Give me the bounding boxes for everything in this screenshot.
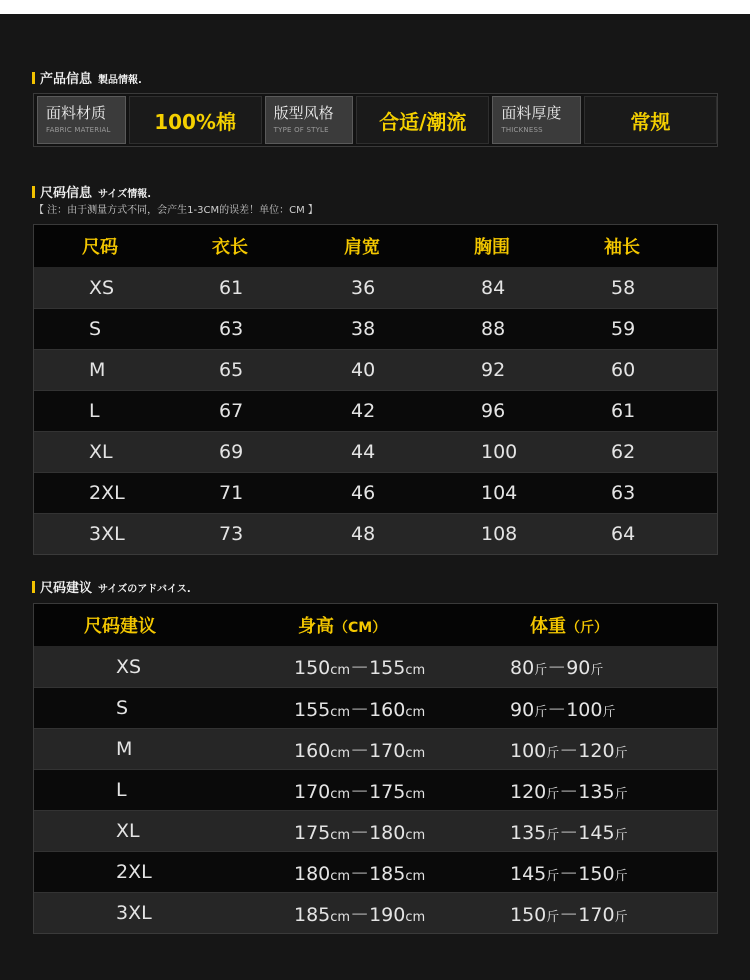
product-info-title: 产品信息 (40, 72, 93, 87)
table-row (34, 390, 717, 431)
table-cell: 46 (351, 482, 376, 504)
advice-size: XL (116, 820, 140, 842)
table-row (34, 513, 717, 554)
table-cell: 62 (611, 441, 636, 463)
table-cell: 104 (481, 482, 518, 504)
table-cell: 92 (481, 359, 506, 381)
measurement-note: 【 注：由于测量方式不同，会产生1-3CM的误差！单位：CM 】 (34, 205, 318, 216)
table-cell: 61 (219, 276, 244, 299)
advice-height-range: 185cm－190cm (294, 903, 426, 926)
table-cell: 63 (219, 318, 244, 340)
header-height: 身高（CM） (298, 616, 387, 637)
advice-height-range: 180cm－185cm (294, 862, 426, 885)
advice-weight-range: 80斤－90斤 (510, 657, 604, 679)
header-advice-size: 尺码建议 (84, 616, 156, 637)
table-cell: 60 (611, 359, 636, 381)
table-cell: 69 (219, 441, 244, 463)
size-advice-title: 尺码建议 (40, 581, 93, 596)
size-advice-body (34, 646, 717, 933)
size-info-heading (32, 182, 151, 201)
heading-bar (32, 581, 35, 593)
table-cell: M (89, 359, 106, 381)
advice-weight-range: 90斤－100斤 (510, 698, 616, 721)
thickness-label (492, 96, 581, 144)
table-cell: 48 (351, 523, 376, 545)
table-cell: 73 (219, 523, 244, 545)
table-row (34, 349, 717, 390)
thickness-value: 常规 (584, 96, 717, 144)
size-advice-heading (32, 577, 191, 596)
size-table-header (34, 225, 717, 267)
advice-size: 3XL (116, 902, 152, 924)
size-advice-table (33, 603, 718, 934)
table-row (34, 308, 717, 349)
table-cell: 44 (351, 441, 376, 463)
table-cell: 100 (481, 441, 518, 463)
size-info-title: 尺码信息 (40, 186, 93, 201)
advice-height-range: 150cm－155cm (294, 657, 426, 679)
table-row (34, 892, 717, 933)
style-type-label-sub: TYPE OF STYLE (273, 126, 329, 134)
heading-bar (32, 186, 35, 198)
table-cell: 65 (219, 359, 244, 381)
size-advice-header (34, 604, 717, 646)
table-row (34, 472, 717, 513)
header-chest: 胸围 (474, 237, 510, 258)
table-cell: 38 (351, 318, 376, 340)
table-row (34, 431, 717, 472)
style-type-value: 合适/潮流 (356, 96, 489, 144)
table-row (34, 267, 717, 308)
advice-height-range: 160cm－170cm (294, 739, 426, 762)
thickness-label-text: 面料厚度 (501, 104, 562, 122)
table-cell: XL (89, 441, 113, 463)
heading-bar (32, 72, 35, 84)
table-cell: 64 (611, 523, 636, 545)
table-cell: 61 (611, 400, 636, 422)
advice-weight-range: 145斤－150斤 (510, 862, 628, 885)
table-cell: 42 (351, 400, 376, 422)
size-table-body (34, 267, 717, 554)
header-shoulder: 肩宽 (344, 237, 380, 258)
size-advice-title-jp: サイズのアドバイス. (98, 584, 191, 595)
header-sleeve: 袖长 (604, 237, 640, 258)
table-cell: 63 (611, 482, 636, 504)
table-row (34, 687, 717, 728)
advice-size: S (116, 697, 129, 719)
table-cell: 2XL (89, 482, 125, 504)
fabric-material-label-sub: FABRIC MATERIAL (46, 126, 111, 134)
advice-size: 2XL (116, 861, 152, 883)
table-row (34, 810, 717, 851)
style-type-label (265, 96, 354, 144)
advice-weight-range: 120斤－135斤 (510, 780, 628, 803)
advice-weight-range: 150斤－170斤 (510, 903, 628, 926)
table-cell: 88 (481, 318, 506, 340)
thickness-label-sub: THICKNESS (501, 126, 543, 134)
table-cell: 67 (219, 400, 244, 422)
table-cell: 58 (611, 276, 636, 299)
product-info-title-jp: 製品情報. (98, 75, 142, 86)
table-cell: 84 (481, 276, 506, 299)
table-row (34, 728, 717, 769)
fabric-material-label (37, 96, 126, 144)
header-size: 尺码 (82, 237, 118, 258)
product-info-heading (32, 68, 142, 87)
top-white-band (0, 0, 750, 14)
table-cell: 59 (611, 318, 636, 340)
advice-height-range: 170cm－175cm (294, 780, 426, 803)
table-cell: S (89, 318, 102, 340)
table-cell: 96 (481, 400, 506, 422)
fabric-material-label-text: 面料材质 (46, 104, 107, 122)
advice-weight-range: 135斤－145斤 (510, 821, 628, 844)
table-row (34, 646, 717, 687)
table-cell: 3XL (89, 523, 125, 545)
table-cell: L (89, 400, 100, 422)
table-row (34, 851, 717, 892)
table-cell: 108 (481, 523, 518, 545)
advice-size: M (116, 738, 133, 760)
size-table (33, 224, 718, 555)
advice-height-range: 155cm－160cm (294, 698, 426, 721)
advice-weight-range: 100斤－120斤 (510, 739, 628, 762)
table-cell: 36 (351, 276, 376, 299)
table-row (34, 769, 717, 810)
advice-size: XS (116, 655, 142, 678)
style-type-label-text: 版型风格 (273, 104, 334, 122)
advice-height-range: 175cm－180cm (294, 821, 426, 844)
header-weight: 体重（斤） (530, 616, 608, 637)
product-info-strip (33, 93, 718, 147)
table-cell: 40 (351, 359, 376, 381)
advice-size: L (116, 779, 127, 801)
header-length: 衣长 (212, 237, 248, 258)
fabric-material-value: 100%棉 (129, 96, 262, 144)
table-cell: XS (89, 276, 115, 299)
table-cell: 71 (219, 482, 244, 504)
size-info-title-jp: サイズ情報. (98, 189, 152, 200)
